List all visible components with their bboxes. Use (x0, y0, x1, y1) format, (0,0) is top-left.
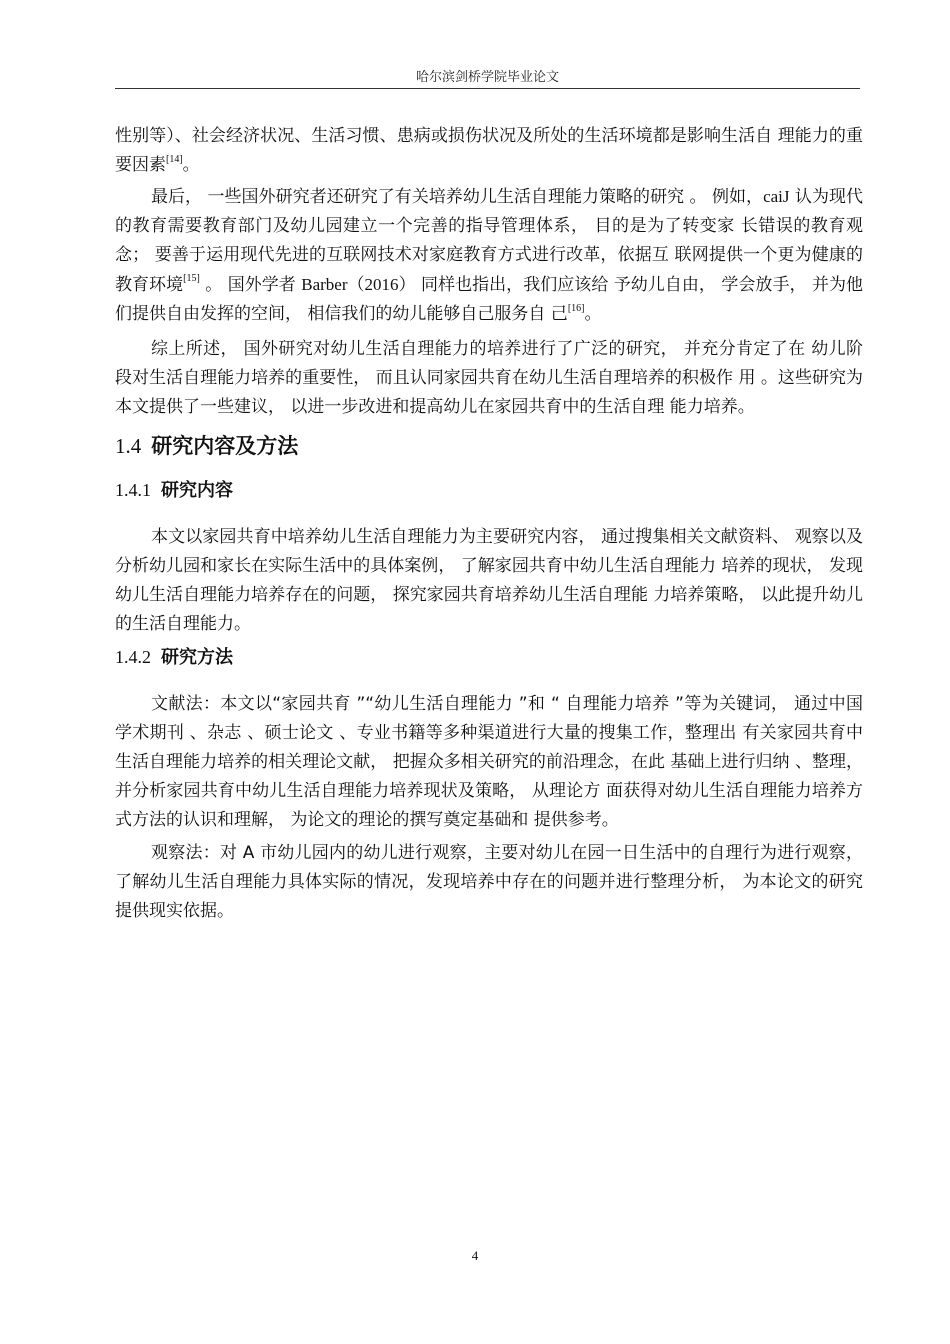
section-number: 1.4.2 (115, 647, 151, 667)
paragraph-research-content: 本文以家园共育中培养幼儿生活自理能力为主要研究内容， 通过搜集相关文献资料、 观察以及分析幼儿园和家长在实际生活中的具体案例， 了解家园共育中幼儿生活自理能力 培养的现状， 发现幼儿生活自理能力培养存在的问题， 探究家园共育培养幼儿生活自理能 力培养策略， 以此提升幼儿的生活自理能力。 (115, 527, 863, 634)
section-heading-1-4-1 (115, 474, 863, 507)
paragraph-text: 性别等）、社会经济状况、生活习惯、患病或损伤状况及所处的生活环境都是影响生活自 理能力的重要因素 (115, 126, 863, 175)
paragraph-observation-method: 观察法：对 A 市幼儿园内的幼儿进行观察，主要对幼儿在园一日生活中的自理行为进行观察，了解幼儿生活自理能力具体实际的情况，发现培养中存在的问题并进行整理分析， 为本论文的研究提供现实依据。 (115, 843, 863, 921)
paragraph-end: 。 (584, 304, 602, 324)
section-number: 1.4 (115, 434, 142, 458)
section-title: 研究内容 (161, 480, 233, 501)
paragraph-strategies (115, 182, 863, 329)
author-name: caiJ (763, 187, 790, 206)
section-heading-1-4-2 (115, 641, 863, 674)
page-number: 4 (471, 1248, 479, 1263)
citation-16: [16] (567, 303, 585, 314)
page-body (115, 122, 863, 926)
paragraph-summary: 综上所述， 国外研究对幼儿生活自理能力的培养进行了广泛的研究， 并充分肯定了在 幼儿阶段对生活自理能力培养的重要性， 而且认同家园共育在幼儿生活自理培养的积极作 用 。这些研究为本文提供了一些建议， 以进一步改进和提高幼儿在家园共育中的生活自理 能力培养。 (115, 339, 863, 417)
paragraph-text: 。 国外学者 (199, 275, 302, 295)
section-title: 研究方法 (161, 647, 233, 668)
author-citation: Barber（2016） (301, 275, 416, 294)
paragraph-text: 最后， 一些国外研究者还研究了有关培养幼儿生活自理能力策略的研究 。 例如， (151, 187, 764, 207)
section-heading-1-4 (115, 428, 863, 464)
citation-14: [14] (166, 154, 183, 165)
section-title: 研究内容及方法 (151, 434, 299, 458)
header-rule (115, 88, 860, 89)
citation-15: [15] (183, 273, 200, 284)
paragraph-text: 同样也指出，我们应该给 予幼儿自由， 学会放手， 并为他们提供自由发挥的空间， 相信我们的幼儿能够自己服务自 己 (115, 275, 863, 324)
section-number: 1.4.1 (115, 480, 151, 500)
paragraph-end: 。 (182, 155, 200, 175)
paragraph-text: 认为现代的教育需要教育部门及幼儿园建立一个完善的指导管理体系， 目的是为了转变家 长错误的教育观念； 要善于运用现代先进的互联网技术对家庭教育方式进行改革，依据互 联网提供一个更为健康的教育环境 (115, 187, 863, 295)
running-header: 哈尔滨剑桥学院毕业论文 (415, 70, 559, 85)
paragraph-literature-method: 文献法：本文以“家园共育 ”“幼儿生活自理能力 ”和 “ 自理能力培养 ”等为关键词， 通过中国学术期刊 、杂志 、硕士论文 、专业书籍等多种渠道进行大量的搜集工作，整理出 有关家园共育中生活自理能力培养的相关理论文献， 把握众多相关研究的前沿理念，在此 基础上进行归纳 、整理， 并分析家园共育中幼儿生活自理能力培养现状及策略， 从理论方 面获得对幼儿生活自理能力培养方式方法的认识和理解， 为论文的理论的撰写奠定基础和 提供参考。 (115, 694, 863, 830)
paragraph-factors (115, 122, 863, 180)
